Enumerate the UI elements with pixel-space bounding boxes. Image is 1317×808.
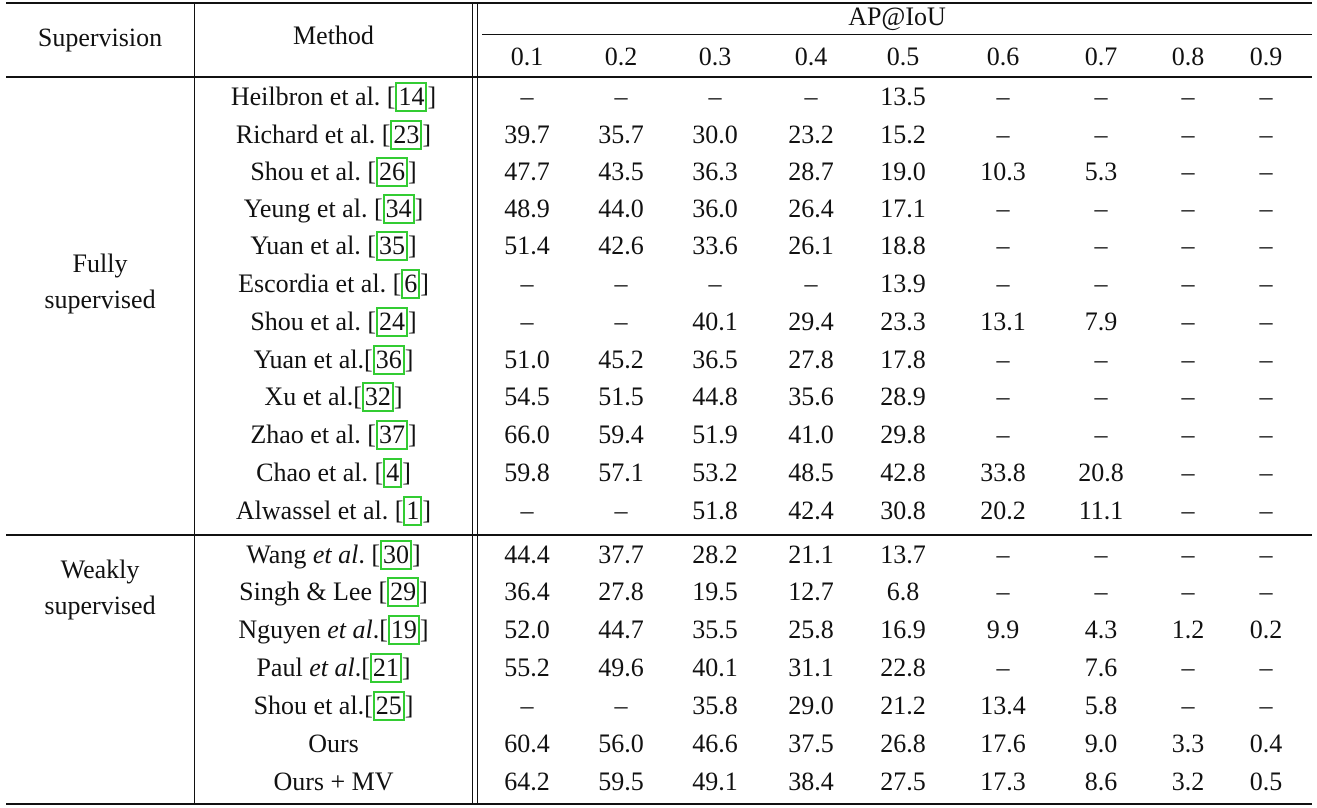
group-label-weakly xyxy=(6,552,194,624)
citation-link[interactable]: 14 xyxy=(395,82,427,112)
value-cell: 13.4 xyxy=(980,691,1026,720)
value-cell: 29.4 xyxy=(788,307,834,336)
value-cell: – xyxy=(1259,420,1273,449)
value-cell: – xyxy=(614,691,628,720)
value-cell: – xyxy=(708,82,722,111)
value-cell: 46.6 xyxy=(692,729,738,758)
value-cell: – xyxy=(1094,194,1108,223)
citation-link[interactable]: 26 xyxy=(376,157,408,187)
method-name-bracket: ] xyxy=(420,269,429,298)
value-cell: 28.2 xyxy=(692,540,738,569)
value-cell: 49.6 xyxy=(598,653,644,682)
value-cell: – xyxy=(1094,120,1108,149)
value-cell: 13.9 xyxy=(880,269,926,298)
value-cell: 52.0 xyxy=(504,615,550,644)
method-name-suffix: . [ xyxy=(358,540,380,569)
value-cell: – xyxy=(1181,157,1195,186)
value-cell: 21.2 xyxy=(880,691,926,720)
value-cell: 31.1 xyxy=(788,653,834,682)
method-name: Richard et al. [ xyxy=(235,120,391,149)
value-cell: 44.4 xyxy=(504,540,550,569)
value-cell: 51.5 xyxy=(598,382,644,411)
value-cell: 21.1 xyxy=(788,540,834,569)
value-cell: 29.8 xyxy=(880,420,926,449)
value-cell: 59.5 xyxy=(598,767,644,796)
method-name-bracket: ] xyxy=(407,307,417,336)
value-cell: 28.7 xyxy=(788,157,834,186)
method-name: Alwassel et al. [ xyxy=(235,496,404,525)
method-name-bracket: ] xyxy=(407,157,417,186)
method-divider-a xyxy=(472,2,473,805)
value-cell: – xyxy=(1094,345,1108,374)
supervision-header: Supervision xyxy=(37,23,163,52)
value-cell: 9.9 xyxy=(986,615,1020,644)
value-cell: 33.8 xyxy=(980,458,1026,487)
value-cell: – xyxy=(1259,458,1273,487)
value-cell: – xyxy=(1094,82,1108,111)
value-cell: 36.5 xyxy=(692,345,738,374)
value-cell: – xyxy=(1259,194,1273,223)
method-name-bracket: ] xyxy=(422,120,432,149)
value-cell: – xyxy=(996,382,1010,411)
value-cell: 49.1 xyxy=(692,767,738,796)
value-cell: – xyxy=(1181,120,1195,149)
value-cell: 13.7 xyxy=(880,540,926,569)
threshold-header-cell: 0.5 xyxy=(886,42,920,71)
value-cell: – xyxy=(520,691,534,720)
value-cell: 51.4 xyxy=(504,231,550,260)
method-name-bracket: ] xyxy=(419,577,428,606)
value-cell: 30.8 xyxy=(880,496,926,525)
value-cell: 12.7 xyxy=(788,577,834,606)
citation-link[interactable]: 21 xyxy=(370,653,402,683)
value-cell: 38.4 xyxy=(788,767,834,796)
citation-link[interactable]: 24 xyxy=(376,307,408,337)
value-cell: – xyxy=(1181,653,1195,682)
value-cell: 44.0 xyxy=(598,194,644,223)
value-cell: 27.5 xyxy=(880,767,926,796)
method-cell xyxy=(195,573,472,611)
group-label-line: Fully xyxy=(72,249,128,278)
citation-link[interactable]: 37 xyxy=(376,420,408,450)
value-cell: – xyxy=(1181,231,1195,260)
value-cell: 48.9 xyxy=(504,194,550,223)
method-cell xyxy=(195,227,472,265)
value-cell: 40.1 xyxy=(692,307,738,336)
value-cell: 6.8 xyxy=(886,577,920,606)
group-label-line: Weakly xyxy=(60,555,140,584)
method-name-italic: et al xyxy=(327,615,373,644)
value-cell: – xyxy=(1181,307,1195,336)
value-cell: – xyxy=(1181,496,1195,525)
value-cell: – xyxy=(614,82,628,111)
method-cell xyxy=(195,492,472,530)
value-cell: 17.6 xyxy=(980,729,1026,758)
value-cell: – xyxy=(1094,382,1108,411)
method-name-italic: et al xyxy=(309,653,355,682)
method-cell xyxy=(195,190,472,228)
threshold-header-cell: 0.8 xyxy=(1171,42,1205,71)
value-cell: 64.2 xyxy=(504,767,550,796)
value-cell: – xyxy=(996,540,1010,569)
value-cell: 26.8 xyxy=(880,729,926,758)
method-name-bracket: ] xyxy=(419,615,429,644)
method-name: Zhao et al. [ xyxy=(250,420,376,449)
value-cell: – xyxy=(520,269,534,298)
method-header: Method xyxy=(293,21,374,50)
value-cell: – xyxy=(1181,458,1195,487)
method-name-bracket: ] xyxy=(404,345,414,374)
method-name-suffix: .[ xyxy=(372,615,388,644)
value-cell: 5.8 xyxy=(1084,691,1118,720)
value-cell: – xyxy=(1259,120,1273,149)
method-cell xyxy=(195,341,472,379)
value-cell: 51.8 xyxy=(692,496,738,525)
value-cell: – xyxy=(804,269,818,298)
method-name: Xu et al.[ xyxy=(264,382,362,411)
citation-link[interactable]: 6 xyxy=(401,269,420,299)
citation-link[interactable]: 19 xyxy=(388,615,420,645)
value-cell: 40.1 xyxy=(692,653,738,682)
method-cell xyxy=(195,116,472,154)
value-cell: 53.2 xyxy=(692,458,738,487)
value-cell: 19.0 xyxy=(880,157,926,186)
group-label-line: supervised xyxy=(44,285,156,314)
method-cell xyxy=(195,378,472,416)
value-cell: – xyxy=(1094,231,1108,260)
group-label-fully xyxy=(6,246,194,318)
value-cell: 23.2 xyxy=(788,120,834,149)
value-cell: 35.5 xyxy=(692,615,738,644)
method-name-bracket: ] xyxy=(414,194,424,223)
value-cell: – xyxy=(996,82,1010,111)
value-cell: 33.6 xyxy=(692,231,738,260)
value-cell: 30.0 xyxy=(692,120,738,149)
value-cell: 0.5 xyxy=(1249,767,1283,796)
method-name: Ours + MV xyxy=(273,767,394,796)
value-cell: 18.8 xyxy=(880,231,926,260)
value-cell: 35.8 xyxy=(692,691,738,720)
value-cell: – xyxy=(1181,577,1195,606)
method-name: Chao et al. [ xyxy=(256,458,384,487)
value-cell: 26.1 xyxy=(788,231,834,260)
value-cell: 60.4 xyxy=(504,729,550,758)
threshold-header-cell: 0.3 xyxy=(698,42,732,71)
value-cell: 26.4 xyxy=(788,194,834,223)
value-cell: – xyxy=(1259,269,1273,298)
value-cell: – xyxy=(1181,691,1195,720)
citation-link[interactable]: 29 xyxy=(387,577,419,607)
value-cell: 35.6 xyxy=(788,382,834,411)
value-cell: – xyxy=(996,653,1010,682)
value-cell: 25.8 xyxy=(788,615,834,644)
value-cell: 16.9 xyxy=(880,615,926,644)
bottom-rule xyxy=(6,803,1312,805)
value-cell: 15.2 xyxy=(880,120,926,149)
method-name-bracket: ] xyxy=(407,231,417,260)
method-name-bracket: ] xyxy=(407,420,417,449)
method-name: Shou et al. [ xyxy=(250,157,376,186)
results-table xyxy=(6,0,1312,808)
value-cell: 0.2 xyxy=(1249,615,1283,644)
value-cell: 7.6 xyxy=(1084,653,1118,682)
method-cell xyxy=(195,153,472,191)
method-name-bracket: ] xyxy=(404,691,414,720)
value-cell: – xyxy=(520,82,534,111)
method-name-suffix: .[ xyxy=(354,653,370,682)
value-cell: – xyxy=(1181,82,1195,111)
value-cell: 36.0 xyxy=(692,194,738,223)
value-cell: 23.3 xyxy=(880,307,926,336)
method-cell xyxy=(195,303,472,341)
value-cell: 51.0 xyxy=(504,345,550,374)
method-cell xyxy=(195,416,472,454)
method-name: Escordia et al. [ xyxy=(238,269,402,298)
method-name: Yeung et al. [ xyxy=(243,194,383,223)
value-cell: – xyxy=(996,269,1010,298)
method-name: Singh & Lee [ xyxy=(239,577,388,606)
method-name: Shou et al.[ xyxy=(253,691,373,720)
method-name: Heilbron et al. [ xyxy=(230,82,396,111)
value-cell: – xyxy=(1259,691,1273,720)
value-cell: – xyxy=(520,307,534,336)
value-cell: – xyxy=(614,307,628,336)
citation-link[interactable]: 35 xyxy=(376,231,408,261)
value-cell: 55.2 xyxy=(504,653,550,682)
value-cell: 35.7 xyxy=(598,120,644,149)
method-cell xyxy=(195,454,472,492)
value-cell: 3.2 xyxy=(1171,767,1205,796)
value-cell: 37.5 xyxy=(788,729,834,758)
value-cell: 42.6 xyxy=(598,231,644,260)
citation-link[interactable]: 4 xyxy=(383,458,402,488)
citation-link[interactable]: 32 xyxy=(362,382,394,412)
value-cell: – xyxy=(996,231,1010,260)
value-cell: – xyxy=(1181,269,1195,298)
value-cell: 17.3 xyxy=(980,767,1026,796)
method-name: Ours xyxy=(308,729,359,758)
value-cell: 5.3 xyxy=(1084,157,1118,186)
value-cell: – xyxy=(996,120,1010,149)
value-cell: 13.1 xyxy=(980,307,1026,336)
value-cell: 1.2 xyxy=(1171,615,1205,644)
threshold-header-cell: 0.6 xyxy=(986,42,1020,71)
value-cell: 3.3 xyxy=(1171,729,1205,758)
value-cell: 4.3 xyxy=(1084,615,1118,644)
value-cell: 19.5 xyxy=(692,577,738,606)
threshold-header-cell: 0.7 xyxy=(1084,42,1118,71)
value-cell: 29.0 xyxy=(788,691,834,720)
citation-link[interactable]: 34 xyxy=(383,194,415,224)
value-cell: 27.8 xyxy=(788,345,834,374)
value-cell: 42.8 xyxy=(880,458,926,487)
value-cell: – xyxy=(1259,382,1273,411)
value-cell: 45.2 xyxy=(598,345,644,374)
method-cell xyxy=(195,536,472,574)
value-cell: 56.0 xyxy=(598,729,644,758)
value-cell: – xyxy=(996,345,1010,374)
value-cell: 20.8 xyxy=(1078,458,1124,487)
citation-link[interactable]: 36 xyxy=(373,345,405,375)
value-cell: – xyxy=(1181,540,1195,569)
value-cell: – xyxy=(1094,269,1108,298)
value-cell: 22.8 xyxy=(880,653,926,682)
value-cell: – xyxy=(614,269,628,298)
value-cell: – xyxy=(1181,345,1195,374)
value-cell: – xyxy=(1259,496,1273,525)
value-cell: 66.0 xyxy=(504,420,550,449)
threshold-header-cell: 0.1 xyxy=(510,42,544,71)
value-cell: 54.5 xyxy=(504,382,550,411)
value-cell: – xyxy=(1259,540,1273,569)
threshold-header-cell: 0.9 xyxy=(1249,42,1283,71)
value-cell: 10.3 xyxy=(980,157,1026,186)
value-cell: – xyxy=(1181,382,1195,411)
citation-link[interactable]: 25 xyxy=(373,691,405,721)
value-cell: – xyxy=(1094,577,1108,606)
value-cell: 57.1 xyxy=(598,458,644,487)
value-cell: 51.9 xyxy=(692,420,738,449)
value-cell: – xyxy=(1259,307,1273,336)
value-cell: – xyxy=(614,496,628,525)
method-name-bracket: ] xyxy=(412,540,421,569)
value-cell: 44.7 xyxy=(598,615,644,644)
value-cell: – xyxy=(1259,231,1273,260)
method-divider-b xyxy=(477,2,478,805)
value-cell: 8.6 xyxy=(1084,767,1118,796)
value-cell: 20.2 xyxy=(980,496,1026,525)
value-cell: – xyxy=(1094,420,1108,449)
method-cell xyxy=(195,611,472,649)
value-cell: – xyxy=(708,269,722,298)
group-label-line: supervised xyxy=(44,591,156,620)
value-cell: – xyxy=(804,82,818,111)
value-cell: – xyxy=(1259,577,1273,606)
value-cell: – xyxy=(996,577,1010,606)
value-cell: 36.3 xyxy=(692,157,738,186)
value-cell: 59.8 xyxy=(504,458,550,487)
value-cell: 7.9 xyxy=(1084,307,1118,336)
value-cell: 17.1 xyxy=(880,194,926,223)
value-cell: 13.5 xyxy=(880,82,926,111)
value-cell: 17.8 xyxy=(880,345,926,374)
value-cell: – xyxy=(1259,157,1273,186)
value-cell: 43.5 xyxy=(598,157,644,186)
method-name: Yuan et al. [ xyxy=(250,231,376,260)
value-cell: – xyxy=(1181,194,1195,223)
value-cell: – xyxy=(1094,540,1108,569)
metric-header: AP@IoU xyxy=(848,2,946,31)
citation-link[interactable]: 30 xyxy=(380,540,412,570)
method-name-bracket: ] xyxy=(427,82,437,111)
value-cell: 0.4 xyxy=(1249,729,1283,758)
method-name-italic: et al xyxy=(312,540,359,569)
method-name-bracket: ] xyxy=(401,653,411,682)
method-name: Wang xyxy=(246,540,313,569)
value-cell: 37.7 xyxy=(598,540,644,569)
value-cell: 11.1 xyxy=(1078,496,1124,525)
value-cell: 59.4 xyxy=(598,420,644,449)
value-cell: 48.5 xyxy=(788,458,834,487)
value-cell: – xyxy=(1259,82,1273,111)
value-cell: – xyxy=(1181,420,1195,449)
value-cell: – xyxy=(1259,653,1273,682)
value-cell: – xyxy=(996,420,1010,449)
method-name-bracket: ] xyxy=(422,496,432,525)
threshold-header-cell: 0.2 xyxy=(604,42,638,71)
value-cell: 47.7 xyxy=(504,157,550,186)
value-cell: 28.9 xyxy=(880,382,926,411)
method-cell xyxy=(195,763,472,801)
value-cell: 9.0 xyxy=(1084,729,1118,758)
value-cell: 36.4 xyxy=(504,577,550,606)
value-cell: 41.0 xyxy=(788,420,834,449)
method-name: Shou et al. [ xyxy=(250,307,376,336)
method-name: Nguyen xyxy=(238,615,328,644)
method-name-bracket: ] xyxy=(393,382,403,411)
value-cell: – xyxy=(996,194,1010,223)
value-cell: 27.8 xyxy=(598,577,644,606)
threshold-header-cell: 0.4 xyxy=(794,42,828,71)
citation-link[interactable]: 23 xyxy=(390,120,422,150)
method-name-bracket: ] xyxy=(402,458,411,487)
citation-link[interactable]: 1 xyxy=(403,496,422,526)
method-name: Paul xyxy=(256,653,310,682)
value-cell: – xyxy=(1259,345,1273,374)
value-cell: 42.4 xyxy=(788,496,834,525)
value-cell: – xyxy=(520,496,534,525)
method-cell xyxy=(195,725,472,763)
method-cell xyxy=(195,687,472,725)
value-cell: 39.7 xyxy=(504,120,550,149)
value-cell: 44.8 xyxy=(692,382,738,411)
method-cell xyxy=(195,265,472,303)
method-cell xyxy=(195,78,472,116)
method-name: Yuan et al.[ xyxy=(253,345,373,374)
method-cell xyxy=(195,649,472,687)
